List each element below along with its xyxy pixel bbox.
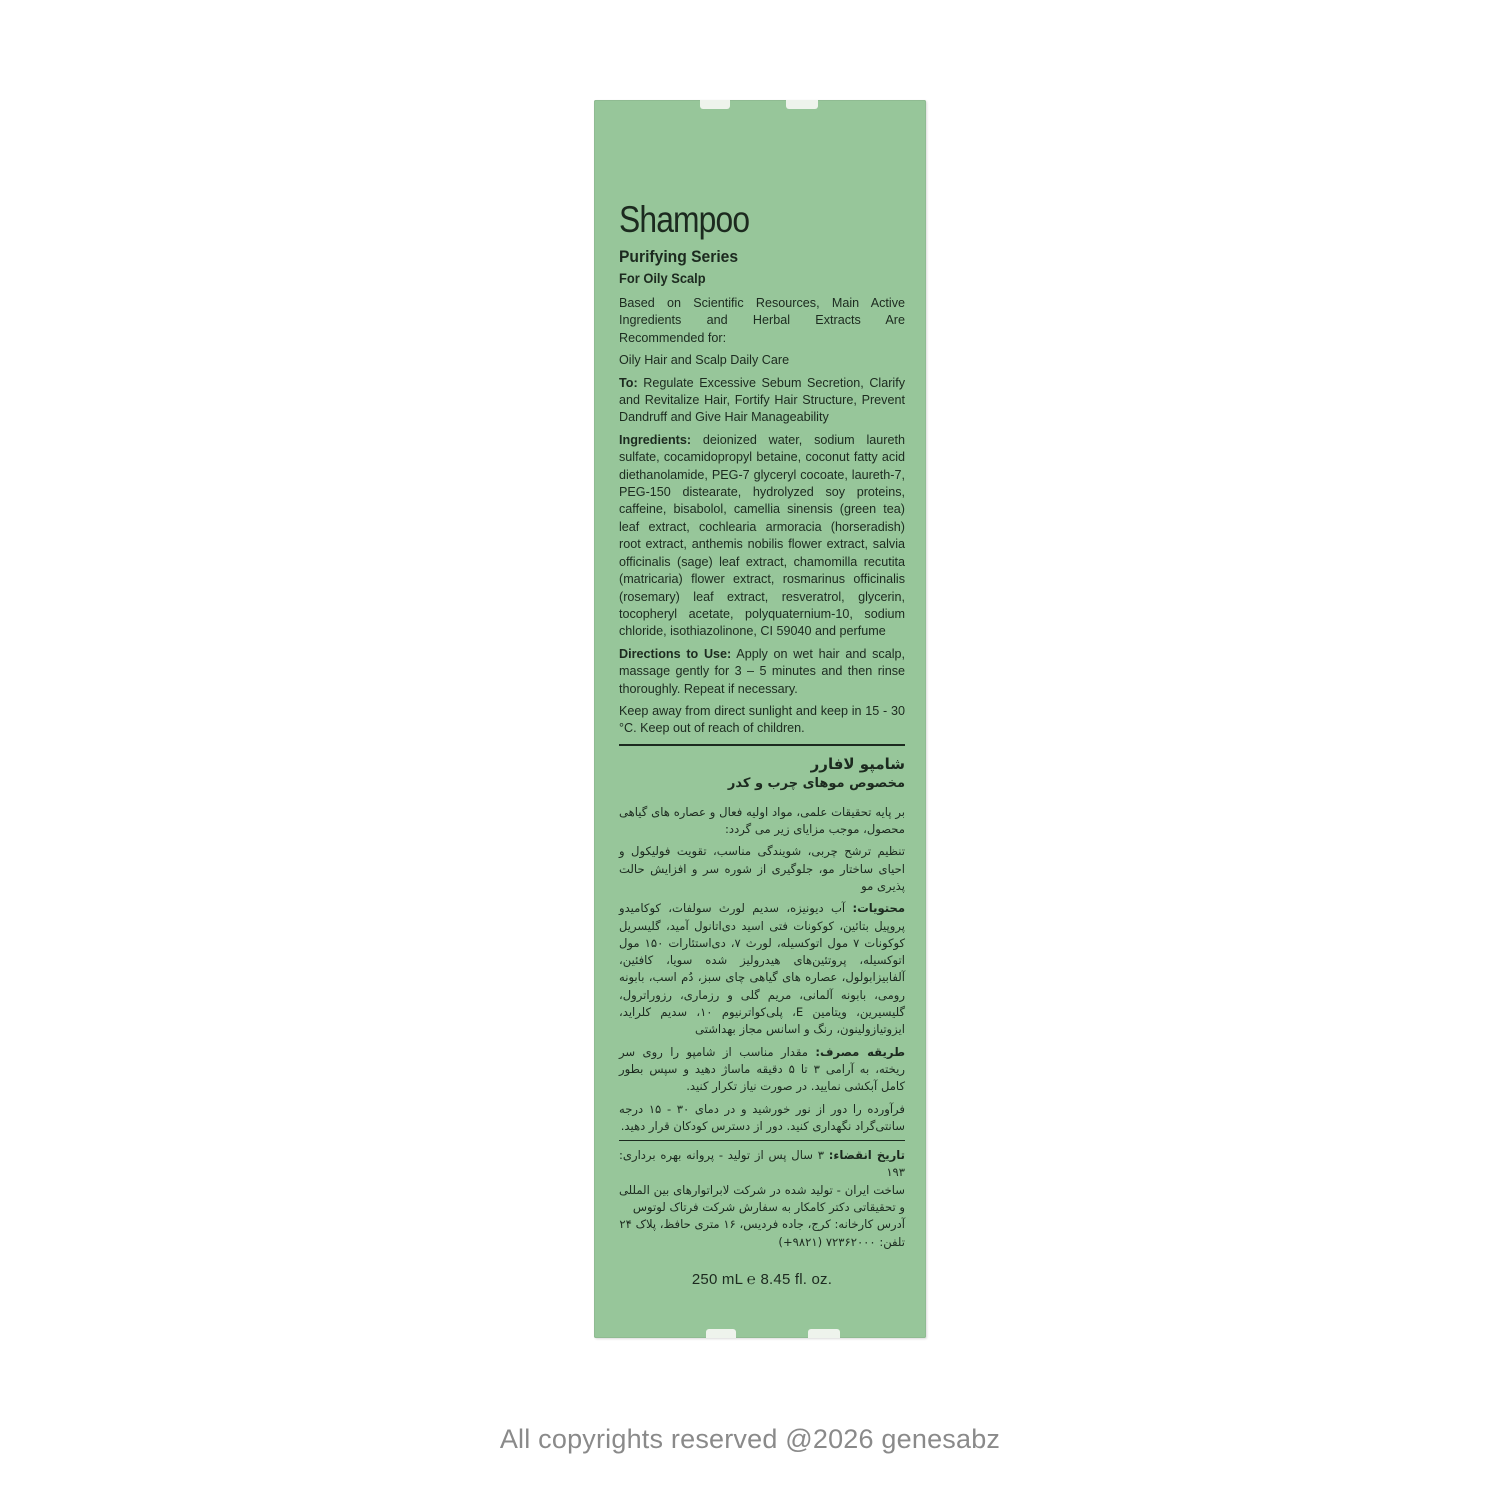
- bottom-flap-left: [706, 1329, 736, 1338]
- fa-subtitle: مخصوص موهای چرب و کدر: [727, 775, 905, 791]
- divider: [619, 744, 905, 746]
- fa-expiry-text: ۳ سال پس از تولید - پروانه بهره برداری: ۱۹۳: [619, 1148, 905, 1180]
- fa-directions: [619, 1044, 905, 1096]
- series-name: Purifying Series: [619, 247, 739, 266]
- directions-label: Directions to Use:: [619, 646, 732, 661]
- fa-directions-text: مقدار مناسب از شامپو را روی سر ریخته، به آرامی ۳ تا ۵ دقیقه ماساژ دهید و سپس بطور کامل آبکشی نمایید. در صورت نیاز تکرار کنید.: [619, 1044, 905, 1094]
- fa-ingredients-text: آب دیونیزه، سدیم لورث سولفات، کوکامیدو پروپیل بتائین، کوکونات فتی اسید دی‌اتانول آمید، گلیسریل کوکونات ۷ مول اتوکسیله، لورث ۷، دی‌استئارات ۱۵۰ مول اتوکسیله، پروتئین‌های هیدرولیز شده سویا، کافئین، آلفابیزابولول، عصاره های گیاهی چای سبز، دُم اسب، بابونه رومی، بابونه آلمانی، مریم گلی و رزماری، رزوراترول، گلیسیرین، ویتامین E، پلی‌کواترنیوم ۱۰، سدیم کلراید، ایزوتیازولینون، رنگ و اسانس مجاز بهداشتی: [619, 901, 905, 1037]
- ingredients-paragraph: [619, 432, 905, 641]
- directions-paragraph: [619, 646, 905, 698]
- fa-address: آدرس کارخانه: کرج، جاده فردیس، ۱۶ متری حافظ، پلاک ۲۴: [619, 1217, 905, 1232]
- fa-expiry: [619, 1147, 905, 1182]
- label-content: [619, 198, 905, 1288]
- ingredients-label: Ingredients:: [619, 432, 692, 447]
- fa-ingredients-label: محتویات:: [852, 901, 906, 916]
- target-scalp: For Oily Scalp: [619, 270, 706, 286]
- benefits-paragraph: [619, 375, 905, 427]
- to-text: Regulate Excessive Sebum Secretion, Clarify and Revitalize Hair, Fortify Hair Structure, Prevent Dandruff and Give Hair Manageability: [619, 375, 906, 425]
- top-flap-right: [786, 100, 818, 109]
- to-label: To:: [619, 375, 638, 390]
- divider-fa: [619, 1140, 905, 1141]
- product-title: Shampoo: [619, 199, 750, 240]
- fa-title: شامپو لافارر: [810, 754, 905, 773]
- fa-directions-label: طریقه مصرف:: [815, 1044, 905, 1059]
- fa-ingredients: [619, 900, 905, 1038]
- storage-text: Keep away from direct sunlight and keep in 15 - 30 °C. Keep out of reach of children.: [619, 703, 905, 736]
- ingredients-text: deionized water, sodium laureth sulfate, cocamidopropyl betaine, coconut fatty acid diethanolamide, PEG-7 glyceryl cocoate, laureth-7, PEG-150 distearate, hydrolyzed soy proteins, caffeine, bisabolol, camellia sinensis (green tea) leaf extract, cochlearia armoracia (horseradish) root extract, anthemis nobilis flower extract, salvia officinalis (sage) leaf extract, chamomilla recutita (matricaria) flower extract, rosmarinus officinalis (rosemary) leaf extract, resveratrol, glycerin, tocopheryl acetate, polyquaternium-10, sodium chloride, isothiazolinone, CI 59040 and perfume: [619, 432, 905, 639]
- fa-intro: بر پایه تحقیقات علمی، مواد اولیه فعال و عصاره های گیاهی محصول، موجب مزایای زیر می گردد:: [619, 804, 905, 837]
- care-text: Oily Hair and Scalp Daily Care: [619, 353, 790, 368]
- shampoo-box-back: [594, 100, 926, 1338]
- fa-phone: تلفن: ۷۲۳۶۲۰۰۰ (۹۸۲۱+): [778, 1234, 905, 1249]
- bottom-flap-right: [808, 1329, 840, 1338]
- intro-text: Based on Scientific Resources, Main Active Ingredients and Herbal Extracts Are Recommended for:: [619, 296, 905, 345]
- fa-made-in: ساخت ایران - تولید شده در شرکت لابراتوارهای بین المللی و تحقیقاتی دکتر کامکار به سفارش شرکت فرتاک لوتوس: [619, 1182, 905, 1214]
- fa-storage: فرآورده را دور از نور خورشید و در دمای ۳۰ - ۱۵ درجه سانتی‌گراد نگهداری کنید. دور از دسترس کودکان قرار دهید.: [619, 1101, 905, 1133]
- directions-text: Apply on wet hair and scalp, massage gently for 3 – 5 minutes and then rinse thoroughly. Repeat if necessary.: [619, 646, 905, 696]
- copyright-watermark: All copyrights reserved @2026 genesabz: [499, 1424, 1001, 1454]
- fa-expiry-label: تاریخ انقضاء:: [828, 1148, 905, 1163]
- fa-benefits: تنظیم ترشح چربی، شویندگی مناسب، تقویت فولیکول و احیای ساختار مو، جلوگیری از شوره سر و افزایش حالت پذیری مو: [619, 844, 905, 893]
- top-flap-left: [700, 100, 730, 109]
- volume-label: 250 mL ℮ 8.45 fl. oz.: [691, 1270, 833, 1288]
